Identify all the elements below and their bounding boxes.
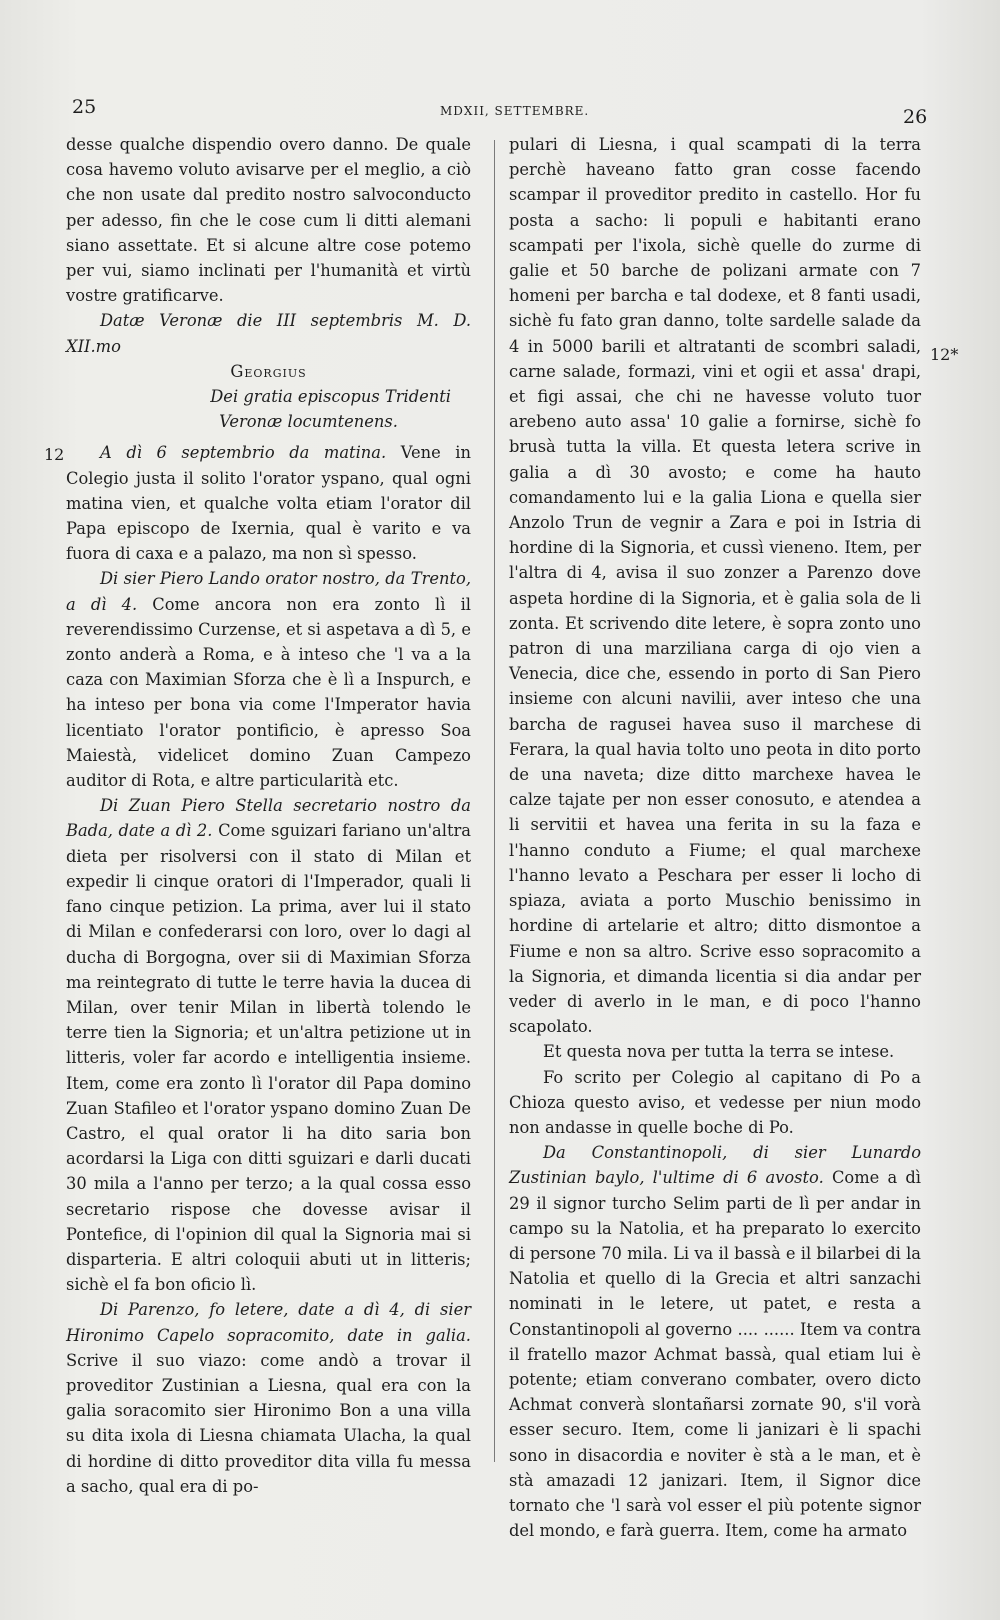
paragraph: Et questa nova per tutta la terra se intese.: [543, 1042, 895, 1062]
margin-note-left: 12: [44, 445, 65, 464]
entry-text: Come a dì 29 il signor turcho Selim parti de lì per andar in campo su la Natolia, et ha preparato lo exercito di persone 70 mila. Li va il bassà e il bilarbei di la Natolia et quello di la Grecia et altri sanzachi nominati in le letere, ut patet, e resta a Constantinopoli al governo .... ...... Item va contra il fratello mazor Achmat bassà, qual etiam lui è potente; etiam converano combater, overo dicto Achmat converà slontañarsi zornate 90, s'il vorà esser securo. Item, come li janizari è li spachi sono in disacordia e noviter è stà a le man, et è stà amazadi 12 janizari. Item, il Signor dice tornato che 'l sarà vol esser el più potente signor del mondo, e farà guerra. Item, come ha armato: [509, 1168, 921, 1541]
paragraph: [66, 566, 471, 793]
signature-name: Georgius: [230, 361, 307, 381]
paragraph: Fo scrito per Colegio al capitano di Po a Chioza questo aviso, et vedesse per niun modo non andasse in quelle boche di Po.: [509, 1067, 921, 1137]
entry-heading: A dì 6 septembrio da matina.: [100, 443, 387, 463]
entry-text: Come ancora non era zonto lì il reverendissimo Curzense, et si aspetava a dì 5, e zonto anderà a Roma, e à inteso che 'l va a la caza con Maximian Sforza che è lì a Inspurch, e ha inteso per bona via come l'Imperator havia licentiato l'orator pontificio, è apresso Soa Maiestà, videlicet domino Zuan Campezo auditor di Rota, e altre particularità etc.: [66, 594, 471, 791]
paragraph: [66, 1297, 471, 1499]
entry-heading: Da Constantinopoli, di sier Lunardo Zustinian baylo, l'ultime di 6 avosto.: [509, 1143, 921, 1188]
signature-title-line-2: Veronæ locumtenens.: [219, 412, 398, 432]
paragraph: [66, 793, 471, 1297]
entry-heading: Di sier Piero Lando orator nostro, da Trento, a dì 4.: [66, 569, 471, 614]
right-column: [509, 132, 921, 1543]
paragraph: desse qualche dispendio overo danno. De quale cosa havemo voluto avisarve per el meglio, a ciò che non usate dal predito nostro salvoconducto per adesso, fin che le cose cum li ditti alemani siano assettate. Et si alcune altre cose potemo per vui, siamo inclinati per l'humanità et virtù vostre gratificarve.: [66, 135, 471, 306]
paragraph: [66, 440, 471, 566]
page-number-left: 25: [72, 96, 97, 118]
paragraph: [509, 1140, 921, 1543]
date-line: Datæ Veronæ die III septembris M. D. XII.mo: [66, 311, 471, 356]
entry-text: Vene in Colegio justa il solito l'orator yspano, qual ogni matina vien, et qualche volta etiam l'orator dil Papa episcopo de Ixernia, qual è varito e va fuora di caxa e a palazo, ma non sì spesso.: [66, 443, 471, 564]
left-column: [66, 132, 471, 1499]
margin-note-right: 12*: [930, 345, 959, 364]
entry-text: Come sguizari fariano un'altra dieta per risolversi con il stato di Milan et expedir li cinque oratori di l'Imperador, quali li fano cinque petizion. La prima, aver lui il stato di Milan e confederarsi con loro, over lo dagi al ducha di Borgogna, over sii di Maximian Sforza ma reintegrato di tutte le terre havia la ducea di Milan, over tenir Milan in libertà tolendo le terre tien la Signoria; et un'altra petizione ut in litteris, voler far acordo e intelligentia insieme. Item, come era zonto lì l'orator dil Papa domino Zuan Stafileo et l'orator yspano domino Zuan De Castro, el qual orator li ha dito saria bon acordarsi la Liga con ditti sguizari e darli ducati 30 mila a l'anno per terzo; a la qual cossa esso secretario rispose che dovesse avisar il Pontefice, di l'opinion dil qual la Signoria mai si disparteria. E altri coloquii abuti ut in litteris; sichè el fa bon oficio lì.: [66, 821, 471, 1295]
page-number-right: 26: [903, 106, 928, 128]
running-title: MDXII, SETTEMBRE.: [440, 104, 590, 118]
column-divider: [494, 140, 495, 1462]
page-header: [0, 96, 1000, 126]
paragraph: pulari di Liesna, i qual scampati di la terra perchè haveano fatto gran cosse facendo scampar il proveditor predito in castello. Hor fu posta a sacho: li populi e habitanti erano scampati per l'ixola, sichè quelle do zurme di galie et 50 barche de polizani armate con 7 homeni per barcha e tal dodexe, et 8 fanti usadi, sichè fu fato gran danno, tolte sardelle salade da 4 in 5000 barili et altratanti de scombri saladi, carne salade, formazi, vini et ogii et assa' drapi, et figi assai, che chi ne havesse voluto tuor arebeno auto assa' 10 galie a fornirse, sichè fo brusà tutta la villa. Et questa letera scrive in galia a dì 30 avosto; e come ha hauto comandamento lui e la galia Liona e quella sier Anzolo Trun de vegnir a Zara e poi in Istria di hordine di la Signoria, et cussì vieneno. Item, per l'altra di 4, avisa il suo zonzer a Parenzo dove aspeta hordine di la Signoria, et è galia sola de li zonta. Et scrivendo dite letere, è sopra zonto uno patron di una marziliana carga di ojo vien a Venecia, dice che, essendo in porto di San Piero insieme con alcuni navilii, aver inteso che una barcha de ragusei havea suso il marchese di Ferara, la qual havia tolto uno peota in dito porto de una naveta; dize ditto marchexe havea le calze tajate per non esser conosuto, e atendea a li servitii et havea una ferita in su la faza e l'hanno conduto a Fiume; el qual marchexe l'hanno levato a Peschara per esser li locho di spiaza, aviata a porto Muschio benissimo in hordine di artelarie et altro; ditto dismontoe a Fiume e non sa altro. Scrive esso sopracomito a la Signoria, et dimanda licentia si dia andar per veder di averlo in le man, e di poco l'hanno scapolato.: [509, 135, 921, 1037]
entry-heading: Di Parenzo, fo letere, date a dì 4, di sier Hironimo Capelo sopracomito, date in galia.: [66, 1300, 471, 1345]
signature-title-line-1: Dei gratia episcopus Tridenti: [210, 387, 451, 407]
entry-text: Scrive il suo viazo: come andò a trovar il proveditor Zustinian a Liesna, qual era con la galia soracomito sier Hironimo Bon a una villa su dita ixola di Liesna chiamata Ulacha, la qual di hordine di ditto proveditor dita villa fu messa a sacho, qual era di po-: [66, 1350, 471, 1496]
entry-heading: Di Zuan Piero Stella secretario nostro da Bada, date a dì 2.: [66, 796, 471, 841]
